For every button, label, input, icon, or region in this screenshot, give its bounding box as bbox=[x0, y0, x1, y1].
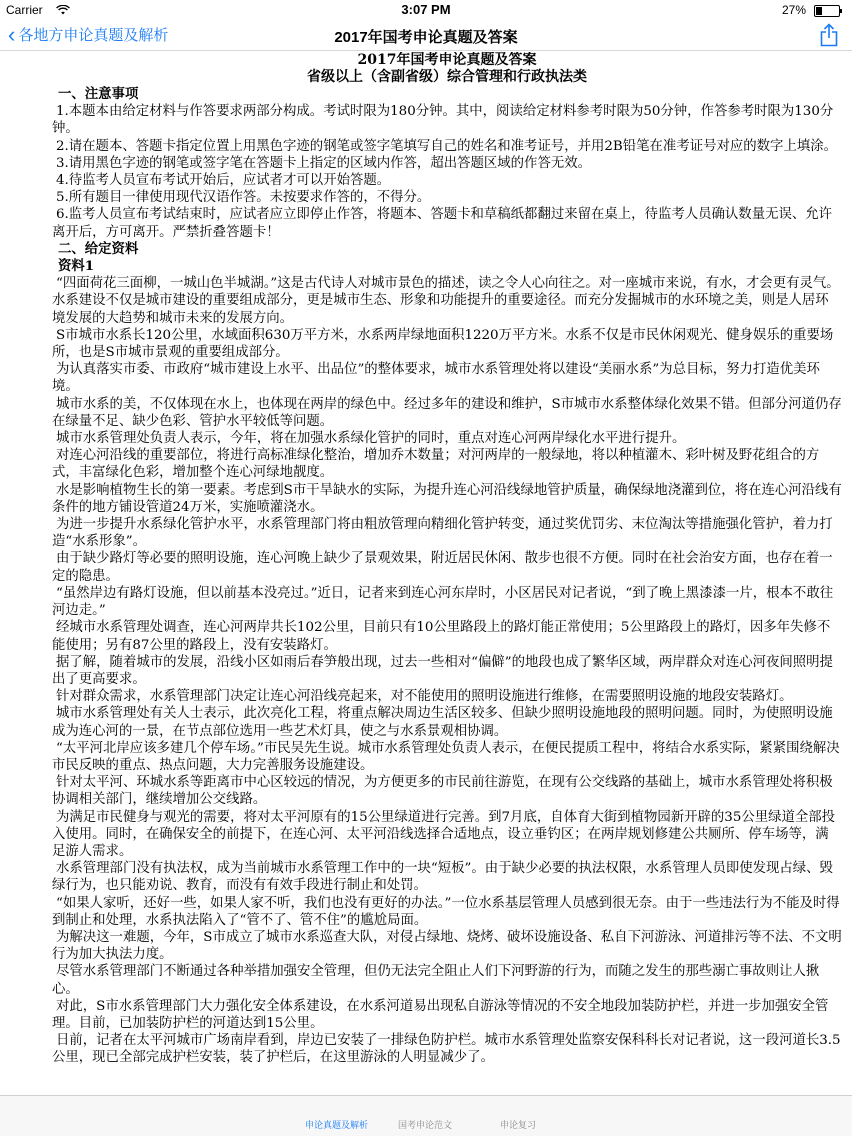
material-paragraph: 尽管水系管理部门不断通过各种举措加强安全管理，但仍无法完全阻止人们下河野游的行为，而随之发生的那些溺亡事故则让人揪心。 bbox=[52, 964, 820, 997]
tab-exam-analysis[interactable]: 申论真题及解析 bbox=[305, 1120, 369, 1130]
note-item: 3.请用黑色字迹的钢笔或签字笔在答题卡上指定的区域内作答，超出答题区域的作答无效。 bbox=[56, 155, 592, 171]
status-bar bbox=[0, 0, 852, 20]
material-paragraph: “四面荷花三面柳，一城山色半城湖。”这是古代诗人对城市景色的描述，读之令人心向往之。对一座城市来说，有水，才会更有灵气。水系建设不仅是城市建设的重要组成部分，更是城市生态、形象和功能提升的重要途径。而充分发掘城市的水环境之美，则是人居环境发展的大趋势和城市未来的发展方向。 bbox=[52, 276, 840, 326]
carrier-label: Carrier bbox=[6, 3, 43, 17]
material-paragraph: 由于缺少路灯等必要的照明设施，连心河晚上缺少了景观效果，附近居民休闲、散步也很不方便。同时在社会治安方面，也存在着一定的隐患。 bbox=[52, 551, 833, 584]
material-paragraph: 为认真落实市委、市政府“城市建设上水平、出品位”的整体要求，城市水系管理处将以建设“美丽水系”为总目标，努力打造优美环境。 bbox=[52, 362, 820, 395]
material-paragraph: 为进一步提升水系绿化管护水平，水系管理部门将由粗放管理向精细化管护转变，通过奖优罚劣、末位淘汰等措施强化管护，着力打造“水系形象”。 bbox=[52, 517, 833, 550]
material-paragraph: 对连心河沿线的重要部位，将进行高标准绿化整治，增加乔木数量；对河两岸的一般绿地，将以种植灌木、彩叶树及野花组合的方式，丰富绿化色彩，增加整个连心河绿地靓度。 bbox=[52, 448, 820, 481]
material-paragraph: 日前，记者在太平河城市广场南岸看到，岸边已安装了一排绿色防护栏。城市水系管理处监察安保科科长对记者说，这一段河道长3.5公里，现已全部完成护栏安装，装了护栏后，在这里游泳的人明显减少了。 bbox=[52, 1033, 841, 1066]
material-paragraph: 针对太平河、环城水系等距离市中心区较远的情况，为方便更多的市民前往游览，在现有公交线路的基础上，城市水系管理处将积极协调相关部门，继续增加公交线路。 bbox=[52, 775, 833, 808]
document-title: 2017年国考申论真题及答案 bbox=[357, 52, 537, 68]
note-item: 2.请在题本、答题卡指定位置上用黑色字迹的钢笔或签字笔填写自己的姓名和准考证号，并用2B铅笔在准考证号对应的数字上填涂。 bbox=[56, 138, 838, 154]
material-paragraph: 据了解，随着城市的发展，沿线小区如雨后春笋般出现，过去一些相对“偏僻”的地段也成了繁华区域，两岸群众对连心河夜间照明提出了更高要求。 bbox=[52, 654, 833, 687]
material-paragraph: 对此，S市水系管理部门大力强化安全体系建设，在水系河道易出现私自游泳等情况的不安全地段加装防护栏，并进一步加强安全管理。目前，已加装防护栏的河道达到15公里。 bbox=[52, 998, 829, 1031]
notes-list bbox=[52, 103, 842, 241]
tab-review[interactable]: 申论复习 bbox=[500, 1120, 537, 1130]
tab-sample-essays[interactable]: 国考申论范文 bbox=[398, 1120, 453, 1130]
document-subtitle: 省级以上（含副省级）综合管理和行政执法类 bbox=[307, 69, 587, 85]
article-content bbox=[52, 52, 842, 1067]
battery-percent: 27% bbox=[781, 3, 806, 17]
clock: 3:07 PM bbox=[401, 2, 451, 17]
page-title: 2017年国考申论真题及答案 bbox=[334, 29, 518, 46]
note-item: 1.本题本由给定材料与作答要求两部分构成。考试时限为180分钟。其中，阅读给定材料参考时限为50分钟，作答参考时限为130分钟。 bbox=[52, 104, 834, 137]
material-paragraph: 城市水系的美，不仅体现在水上，也体现在两岸的绿色中。经过多年的建设和维护，S市城市水系整体绿化效果不错。但部分河道仍存在绿量不足、缺少色彩、管护水平较低等问题。 bbox=[52, 396, 842, 429]
note-item: 5.所有题目一律使用现代汉语作答。未按要求作答的，不得分。 bbox=[56, 190, 431, 206]
material-paragraph: 为解决这一难题，今年，S市成立了城市水系巡查大队，对侵占绿地、烧烤、破坏设施设备、私自下河游泳、河道排污等不法、不文明行为加大执法力度。 bbox=[52, 929, 842, 963]
material-paragraph: “太平河北岸应该多建几个停车场。”市民吴先生说。城市水系管理处负责人表示，在便民提质工程中，将结合水系实际，紧紧围绕解决市民反映的重点、热点问题，大力完善服务设施建设。 bbox=[52, 740, 840, 773]
battery-fill bbox=[816, 7, 822, 15]
material-heading: 资料1 bbox=[58, 258, 95, 275]
material-paragraph: 城市水系管理处有关人士表示，此次亮化工程，将重点解决周边生活区较多、但缺少照明设施地段的照明问题。同时，为使照明设施成为连心河的一景，在节点部位选用一些艺术灯具，使之与水系景观相协调。 bbox=[52, 706, 833, 739]
battery-icon bbox=[814, 5, 840, 17]
material-paragraph: 水系管理部门没有执法权，成为当前城市水系管理工作中的一块“短板”。由于缺少必要的执法权限，水系管理人员即使发现占绿、毁绿行为，也只能劝说、教育，而没有有效手段进行制止和处罚。 bbox=[52, 861, 833, 894]
navigation-bar bbox=[0, 20, 852, 51]
material-paragraph: 水是影响植物生长的第一要素。考虑到S市干旱缺水的实际，为提升连心河沿线绿地管护质量，确保绿地浇灌到位，将在连心河沿线有条件的地方铺设管道24万米，实施喷灌浇水。 bbox=[52, 482, 842, 515]
material-paragraph: S市城市水系长120公里，水域面积630万平方米，水系两岸绿地面积1220万平方米。水系不仅是市民休闲观光、健身娱乐的重要场所，也是S市城市景观的重要组成部分。 bbox=[52, 327, 834, 361]
material-paragraph: “如果人家听，还好一些，如果人家不听，我们也没有更好的办法。”一位水系基层管理人员感到很无奈。由于一些违法行为不能及时得到制止和处理，水系执法陷入了“管不了、管不住”的尴尬局面。 bbox=[52, 895, 840, 928]
share-icon[interactable] bbox=[820, 23, 838, 52]
chevron-left-icon: ‹ bbox=[8, 21, 16, 47]
section-heading-notes: 一、注意事项 bbox=[58, 86, 139, 102]
note-item: 6.监考人员宣布考试结束时，应试者应立即停止作答，将题本、答题卡和草稿纸都翻过来留在桌上，待监考人员确认数量无误、允许离开后，方可离开。严禁折叠答题卡！ bbox=[52, 207, 833, 240]
material-paragraph: “虽然岸边有路灯设施，但以前基本没亮过。”近日，记者来到连心河东岸时，小区居民对记者说，“到了晚上黑漆漆一片，根本不敢往河边走。” bbox=[52, 585, 834, 619]
material-paragraph: 城市水系管理处负责人表示，今年，将在加强水系绿化管护的同时，重点对连心河两岸绿化水平进行提升。 bbox=[56, 431, 686, 447]
material-paragraphs bbox=[52, 275, 842, 1066]
back-button-label: 各地方申论真题及解析 bbox=[18, 27, 169, 44]
tab-bar bbox=[0, 1095, 852, 1136]
material-paragraph: 为满足市民健身与观光的需要，将对太平河原有的15公里绿道进行完善。到7月底，自体育大街到植物园新开辟的35公里绿道全部投入使用。同时，在确保安全的前提下，在连心河、太平河沿线选择合适地点，设立垂钓区；在两岸规划修建公共厕所、停车场等，满足游人需求。 bbox=[52, 809, 836, 859]
material-paragraph: 针对群众需求，水系管理部门决定让连心河沿线亮起来，对不能使用的照明设施进行维修，在需要照明设施的地段安装路灯。 bbox=[56, 689, 793, 705]
material-paragraph: 经城市水系管理处调查，连心河两岸共长102公里，目前只有10公里路段上的路灯能正常使用；5公里路段上的路灯，因多年失修不能使用；另有87公里的路段上，没有安装路灯。 bbox=[52, 620, 831, 653]
note-item: 4.待监考人员宣布考试开始后，应试者才可以开始答题。 bbox=[56, 173, 391, 189]
section-heading-materials: 二、给定资料 bbox=[58, 240, 139, 257]
